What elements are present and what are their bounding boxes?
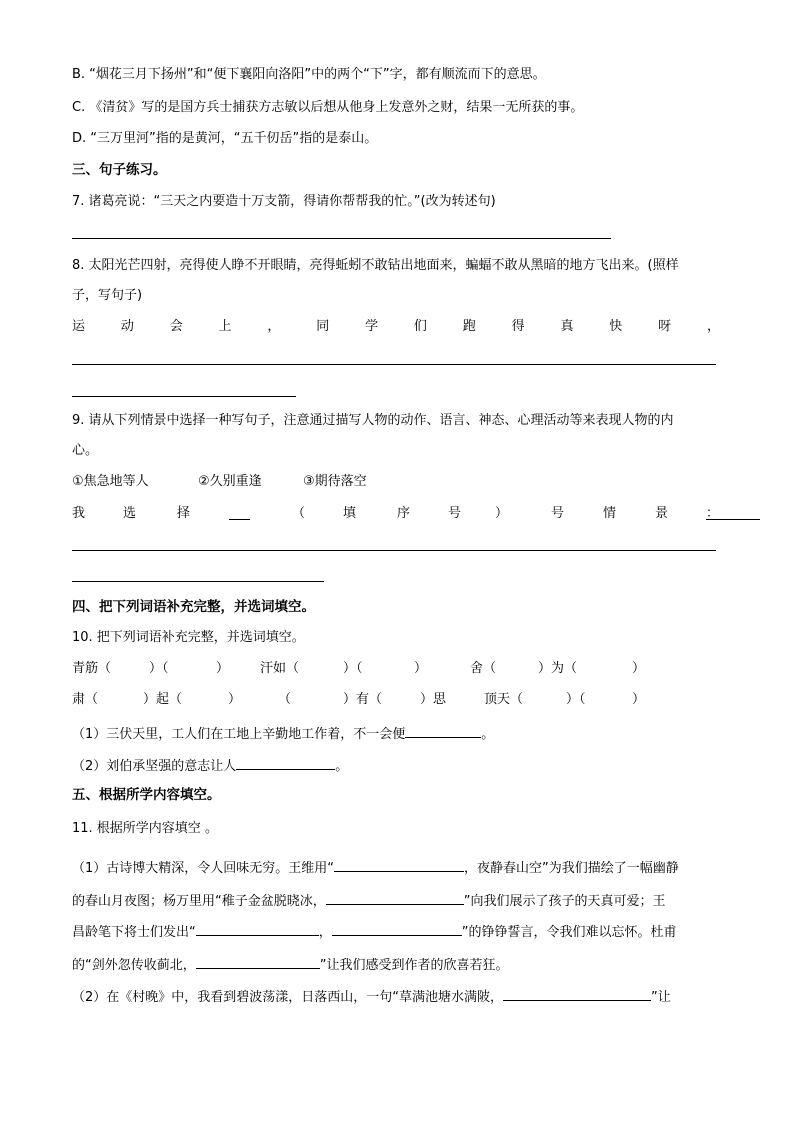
idiom-part: 肃（ <box>72 692 99 707</box>
idiom-part: ）（ <box>343 661 363 676</box>
section5-heading: 五、根据所学内容填空。 <box>72 787 221 803</box>
poem-para1-line1 <box>72 856 679 879</box>
idiom-part: ）起（ <box>143 692 183 707</box>
idiom-part: 青筋（ <box>72 661 112 676</box>
poem-text: ， <box>318 925 332 940</box>
prompt-char: ： <box>706 506 720 521</box>
fill-sentence-1-end: 。 <box>481 727 495 742</box>
idiom-part: ） <box>216 661 230 676</box>
example-char: 们 <box>413 319 427 334</box>
prompt-char: （ <box>292 506 306 521</box>
poem-text: ”向我们展示了孩子的天真可爱；王 <box>463 894 666 909</box>
option-d: D. “三万里河”指的是黄河，“五千仞岳”指的是泰山。 <box>72 131 378 146</box>
poem-para1-line3 <box>72 920 677 943</box>
poem-blank[interactable] <box>332 920 462 936</box>
fill-sentence-2-text: （2）刘伯承坚强的意志让人 <box>72 759 237 774</box>
poem-para1-line2 <box>72 889 666 912</box>
poem-text: 昌龄笔下将士们发出“ <box>72 925 196 940</box>
example-char: 上 <box>218 319 232 334</box>
example-char: 真 <box>560 319 574 334</box>
idiom-part: ）为（ <box>538 661 578 676</box>
example-char: 跑 <box>462 319 476 334</box>
option-b: B. “烟花三月下扬州”和“便下襄阳向洛阳”中的两个“下”字，都有顺流而下的意思。 <box>72 67 546 82</box>
example-char: 快 <box>609 319 623 334</box>
prompt-char: 景 <box>655 506 669 521</box>
poem-blank[interactable] <box>196 920 319 936</box>
fill-blank[interactable] <box>236 754 335 770</box>
question-8-line2: 子，写句子) <box>72 288 143 303</box>
fill-sentence-1 <box>72 722 494 745</box>
question-9-line2: 心。 <box>72 443 99 458</box>
question-11: 11. 根据所学内容填空 。 <box>72 821 218 836</box>
poem-para1-line4 <box>72 953 509 976</box>
scenario-option-1: ①焦急地等人 <box>72 474 149 489</box>
idiom-part: ） <box>414 661 428 676</box>
question-7: 7. 诸葛亮说：“三天之内要造十万支箭，得请你帮帮我的忙。”(改为转述句) <box>72 194 496 209</box>
poem-text: （1）古诗博大精深，令人回味无穷。王维用“ <box>72 861 335 876</box>
section4-heading: 四、把下列词语补充完整，并选词填空。 <box>72 599 315 615</box>
poem-text: 的春山月夜图；杨万里用“稚子金盆脱晓冰， <box>72 894 326 909</box>
fill-blank[interactable] <box>405 722 481 738</box>
answer-line-q7[interactable] <box>72 238 611 239</box>
scenario-number-blank[interactable] <box>229 519 250 520</box>
idiom-part: 顶天（ <box>484 692 524 707</box>
poem-text: ，夜静春山空”为我们描绘了一幅幽静 <box>464 861 679 876</box>
idiom-part: ）思 <box>420 692 447 707</box>
idiom-part: （ <box>278 692 292 707</box>
poem-blank[interactable] <box>326 889 464 905</box>
example-char: 呀 <box>658 319 672 334</box>
poem-text: （2）在《村晚》中，我看到碧波荡漾，日落西山，一句“草满池塘水满陂， <box>72 990 504 1005</box>
answer-line-q8-2[interactable] <box>72 396 296 397</box>
example-char: 学 <box>365 319 379 334</box>
prompt-char: 填 <box>343 506 357 521</box>
example-char: ， <box>267 319 281 334</box>
example-char: 得 <box>511 319 525 334</box>
answer-line-q9-1[interactable] <box>72 550 716 551</box>
idiom-part: ）（ <box>149 661 169 676</box>
idiom-part: 汗如（ <box>260 661 300 676</box>
question-10: 10. 把下列词语补充完整，并选词填空。 <box>72 630 305 645</box>
idiom-part: ）有（ <box>343 692 383 707</box>
fill-sentence-1-text: （1）三伏天里，工人们在工地上辛勤地工作着，不一会便 <box>72 727 406 742</box>
option-c: C. 《清贫》写的是国方兵士捕获方志敏以后想从他身上发意外之财，结果一无所获的事。 <box>72 100 584 115</box>
poem-blank[interactable] <box>334 856 464 872</box>
example-char: 动 <box>120 319 134 334</box>
prompt-char: 号 <box>551 506 565 521</box>
scenario-answer-blank[interactable] <box>706 519 760 520</box>
prompt-char: 序 <box>397 506 411 521</box>
prompt-char: ） <box>495 506 509 521</box>
example-char: 会 <box>169 319 183 334</box>
prompt-char: 择 <box>177 506 191 521</box>
poem-text: ”的铮铮誓言，令我们难以忘怀。杜甫 <box>461 925 677 940</box>
fill-sentence-2-end: 。 <box>335 759 349 774</box>
scenario-option-2: ②久别重逢 <box>198 474 262 489</box>
prompt-char: 情 <box>603 506 617 521</box>
question-8-example <box>72 317 720 337</box>
prompt-char: 选 <box>123 506 137 521</box>
poem-text: 的“剑外忽传收蓟北， <box>72 958 196 973</box>
poem-text: ”让 <box>651 990 671 1005</box>
poem-blank[interactable] <box>503 985 651 1001</box>
example-char: ， <box>706 319 720 334</box>
prompt-char: 号 <box>448 506 462 521</box>
idiom-part: ） <box>632 692 646 707</box>
example-char: 同 <box>316 319 330 334</box>
answer-line-q9-2[interactable] <box>72 581 324 582</box>
question-9-line1: 9. 请从下列情景中选择一种写句子，注意通过描写人物的动作、语言、神态、心理活动等来表现人物的内 <box>72 413 674 428</box>
idiom-part: ） <box>228 692 242 707</box>
idiom-part: ） <box>632 661 646 676</box>
poem-text: ”让我们感受到作者的欣喜若狂。 <box>319 958 509 973</box>
example-char: 运 <box>72 319 86 334</box>
answer-line-q8-1[interactable] <box>72 364 716 365</box>
idiom-part: ）（ <box>566 692 586 707</box>
idiom-part: 舍（ <box>470 661 497 676</box>
poem-blank[interactable] <box>196 953 320 969</box>
scenario-option-3: ③期待落空 <box>303 474 367 489</box>
fill-sentence-2 <box>72 754 348 777</box>
poem-para2-line1 <box>72 985 671 1008</box>
prompt-char: 我 <box>72 506 86 521</box>
section3-heading: 三、句子练习。 <box>72 162 167 178</box>
question-8-line1: 8. 太阳光芒四射，亮得使人睁不开眼睛，亮得蚯蚓不敢钻出地面来，蝙蝠不敢从黑暗的地方飞出来。(照样 <box>72 258 679 273</box>
